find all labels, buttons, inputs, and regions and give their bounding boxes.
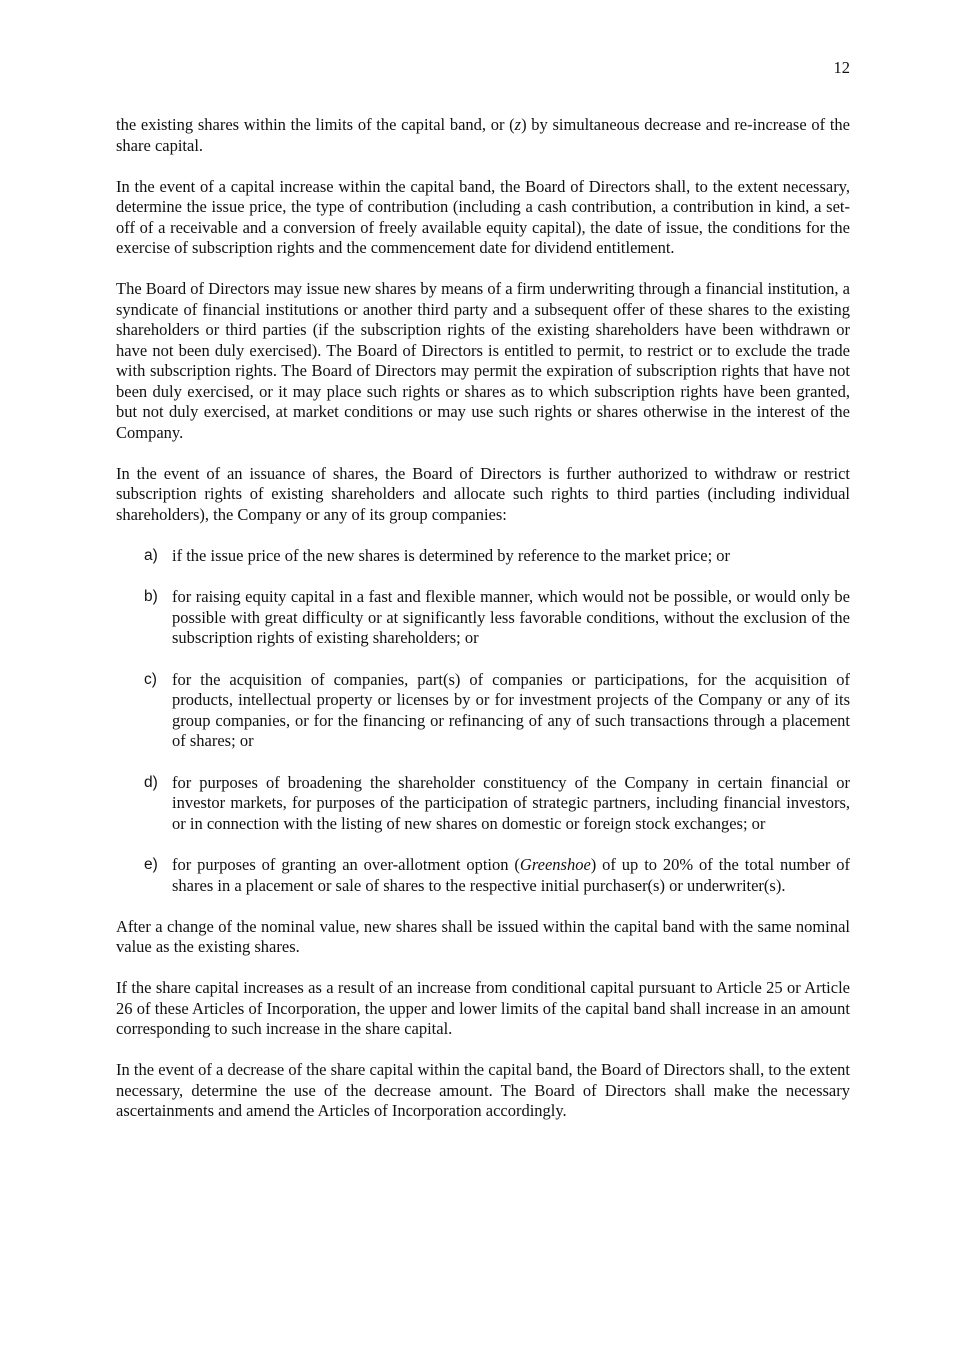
- paragraph-capital-band-continuation: [116, 115, 850, 156]
- paragraph-text-after: ) by simultaneous decrease and re-increase of the share capital.: [116, 115, 850, 155]
- list-item-a: [116, 546, 850, 567]
- list-marker: d): [144, 773, 158, 791]
- list-item-d: [116, 773, 850, 835]
- paragraph-text-before: the existing shares within the limits of the capital band, or (: [116, 115, 515, 134]
- list-item-emphasis: Greenshoe: [519, 855, 591, 874]
- paragraph-capital-decrease: In the event of a decrease of the share capital within the capital band, the Board of Directors shall, to the extent necessary, determine the use of the decrease amount. The Board of Directors shall make the necessary ascertainments and amend the Articles of Incorporation accordingly.: [116, 1060, 850, 1120]
- page-number: 12: [833, 58, 850, 77]
- list-item-b: [116, 587, 850, 649]
- list-item-c: [116, 670, 850, 752]
- list-item-text: for purposes of broadening the shareholder constituency of the Company in certain financial or investor markets, for purposes of the participation of strategic partners, including financial investors, or in connection with the listing of new shares on domestic or foreign stock exchanges; or: [172, 772, 850, 833]
- list-item-text: [172, 855, 850, 896]
- list-marker: e): [144, 856, 158, 873]
- list-marker: b): [144, 588, 158, 605]
- list-item-e: [116, 855, 850, 896]
- list-item-text: if the issue price of the new shares is determined by reference to the market price; or: [172, 545, 731, 565]
- paragraph-firm-underwriting: The Board of Directors may issue new shares by means of a firm underwriting through a financial institution, a syndicate of financial institutions or another third party and a subsequent offer of these shares to the existing shareholders or third parties (if the subscription rights of the existing shareholders have been withdrawn or have not been duly exercised). The Board of Directors is entitled to permit, to restrict or to exclude the trade with subscription rights. The Board of Directors may permit the expiration of subscription rights that have not been duly exercised, or it may place such rights or shares as to which subscription rights have been granted, but not duly exercised, at market conditions or may use such rights or shares otherwise in the interest of the Company.: [116, 279, 850, 442]
- paragraph-nominal-value-change: After a change of the nominal value, new shares shall be issued within the capital band with the same nominal value as the existing shares.: [116, 916, 850, 956]
- paragraph-conditional-capital: If the share capital increases as a result of an increase from conditional capital pursuant to Article 25 or Article 26 of these Articles of Incorporation, the upper and lower limits of the capital band shall increase in an amount corresponding to such increase in the share capital.: [116, 978, 850, 1038]
- list-marker: a): [144, 546, 158, 564]
- paragraph-withdraw-subscription-rights: In the event of an issuance of shares, the Board of Directors is further authorized to withdraw or restrict subscription rights of existing shareholders and allocate such rights to third parties (including individual shareholders), the Company or any of its group companies:: [116, 463, 850, 524]
- list-item-text: for the acquisition of companies, part(s) of companies or participations, for the acquisition of products, intellectual property or licenses by or for investment projects of the Company or any of its group companies, or for the financing or refinancing of any of such transactions through a placement of shares; or: [172, 669, 850, 750]
- list-marker: c): [144, 670, 157, 688]
- paragraph-capital-increase: In the event of a capital increase within the capital band, the Board of Directors shall, to the extent necessary, determine the issue price, the type of contribution (including a cash contribution, a contribution in kind, a set-off of a receivable and a conversion of freely available equity capital), the date of issue, the conditions for the exercise of subscription rights and the commencement date for dividend entitlement.: [116, 176, 850, 257]
- list-item-text: for raising equity capital in a fast and flexible manner, which would not be possible, or would only be possible with great difficulty or at significantly less favorable conditions, without the exclusion of the subscription rights of existing shareholders; or: [172, 587, 850, 647]
- exclusion-conditions-list: [116, 546, 850, 897]
- list-item-text-after: ) of up to 20% of the total number of shares in a placement or sale of shares to the respective initial purchaser(s) or underwriter(s).: [172, 855, 850, 895]
- paragraph-emphasis: z: [514, 115, 522, 134]
- document-body: [116, 115, 850, 1142]
- list-item-text-before: for purposes of granting an over-allotment option (: [172, 855, 520, 874]
